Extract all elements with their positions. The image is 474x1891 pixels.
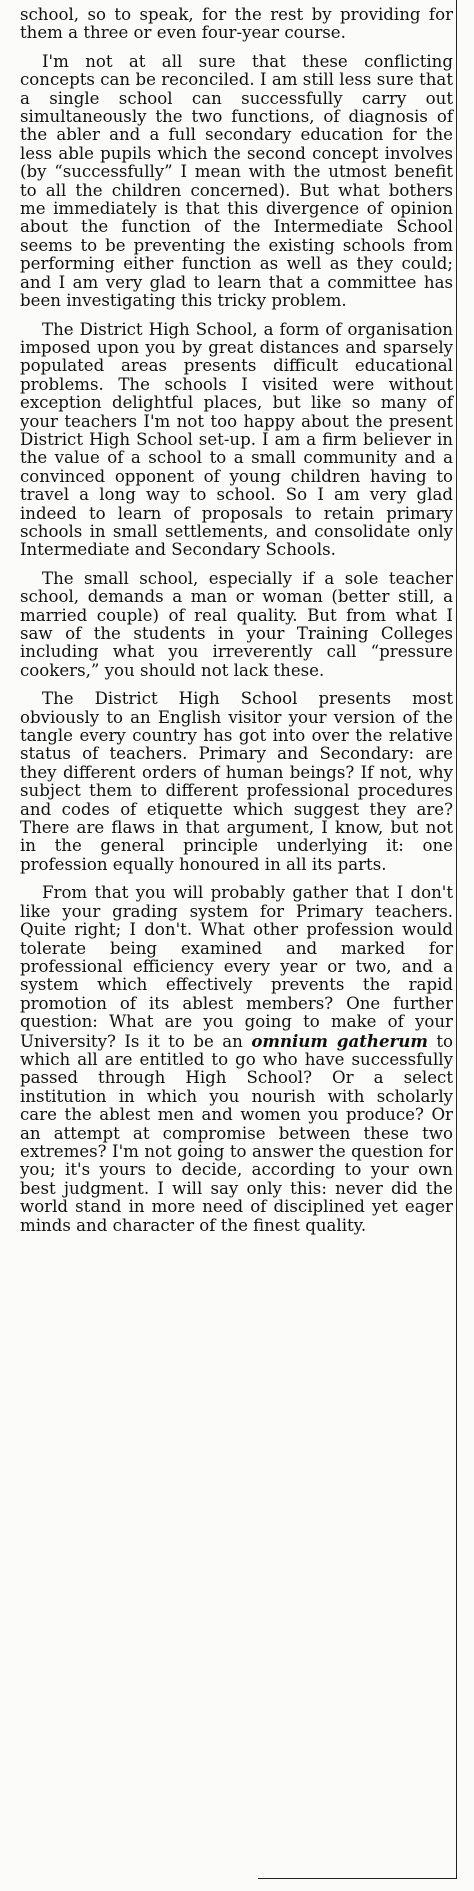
paragraph-4: The small school, especially if a sole teacher school, demands a man or woman (better still, a married couple) of real quality. But from what I saw of the students in your Training Colleges including what you irreverently call “pressure cookers,” you should not lack these. xyxy=(20,568,453,680)
column-rule-right xyxy=(456,0,457,1878)
paragraph-6 xyxy=(20,884,453,1235)
paragraph-5: The District High School presents most obviously to an English visitor your version of the tangle every country has got into over the relative status of teachers. Primary and Secondary: are they different orders of human beings? If not, why subject them to different professional procedures and codes of etiquette which suggest they are? There are flaws in that argument, I know, but not in the general principle underlying it: one profession equally honoured in all its parts. xyxy=(20,689,453,874)
paragraph-3: The District High School, a form of organisation imposed upon you by great distances and sparsely populated areas presents difficult educational problems. The schools I visited were without exception delightful places, but like so many of your teachers I'm not too happy about the present District High School set-up. I am a firm believer in the value of a school to a small community and a convinced opponent of young children having to travel a long way to school. So I am very glad indeed to learn of proposals to retain primary schools in small settlements, and consolidate only Intermediate and Secondary Schools. xyxy=(20,319,453,560)
latin-phrase: omnium gatherum xyxy=(251,1030,428,1051)
paragraph-1: school, so to speak, for the rest by providing for them a three or even four-year course. xyxy=(20,5,453,43)
column-rule-bottom xyxy=(258,1878,457,1879)
paragraph-2: I'm not at all sure that these conflicting concepts can be reconciled. I am still less sure that a single school can successfully carry out simultaneously the two functions, of diagnosis of the abler and a full secondary education for the less able pupils which the second concept involves (by “successfully” I mean with the utmost benefit to all the children concerned). But what bothers me immediately is that this divergence of opinion about the function of the Intermediate School seems to be preventing the existing schools from performing either function as well as they could; and I am very glad to learn that a committee has been investigating this tricky problem. xyxy=(20,51,453,311)
paragraph-6-text-before: From that you will probably gather that I don't like your grading system for Primary teachers. Quite right; I don't. What other profession would tolerate being examined and marked for professional efficiency every year or two, and a system which effectively prevents the rapid promotion of its ablest members? One further question: What are you going to make of your University? Is it to be an xyxy=(20,883,453,1051)
article-column xyxy=(20,6,453,1245)
paragraph-6-text-after: to which all are entitled to go who have successfully passed through High School? Or a select institution in which you nourish with scholarly care the ablest men and women you produce? Or an attempt at compromise between these two extremes? I'm not going to answer the question for you; it's yours to decide, according to your own best judgment. I will say only this: never did the world stand in more need of disciplined yet eager minds and character of the finest quality. xyxy=(20,1031,453,1235)
